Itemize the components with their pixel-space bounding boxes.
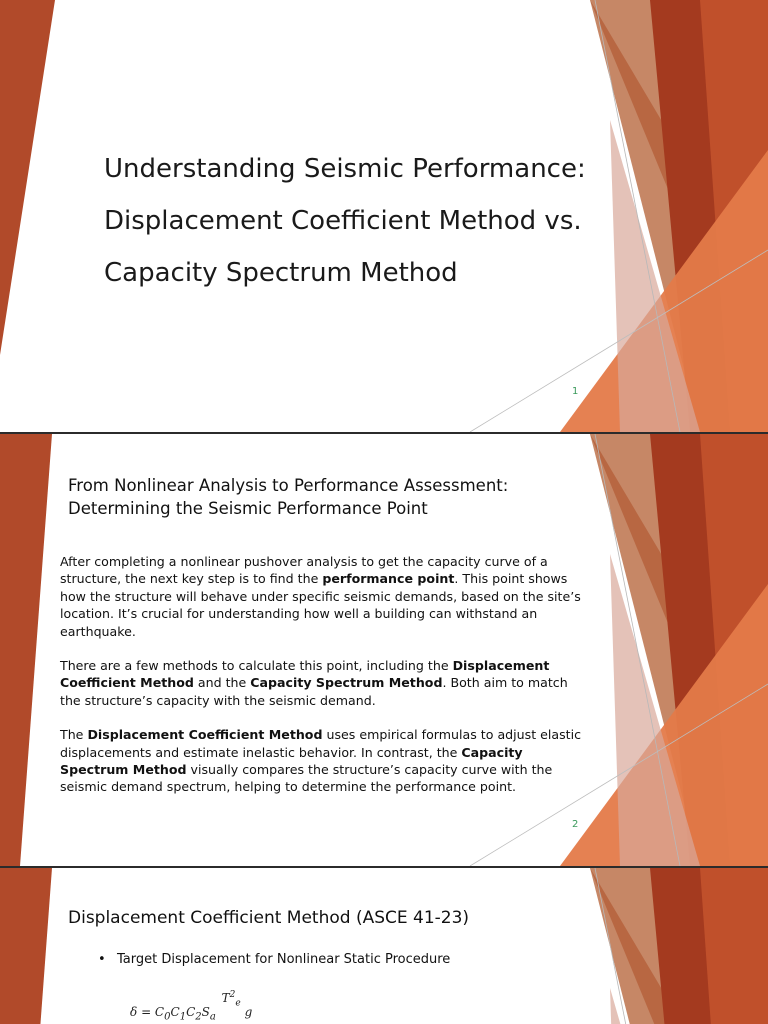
slide-title: Displacement Coefficient Method (ASCE 41-23) [68,908,470,928]
left-accent-shape [0,868,52,1024]
paragraph-comparison: The Displacement Coefficient Method uses empirical formulas to adjust elastic displacements and estimate inelastic behavior. In contrast, the Capacity Spectrum Method visually compares the structure’s capacity curve with the seismic demand spectrum, helping to determine the performance point. [60,727,582,795]
slide-number: 2 [572,819,579,830]
slide-decoration [0,868,768,1024]
target-displacement-formula: $\delta = C_0C_1C_2S_a$ $T^2_e$ g [130,990,253,1023]
slide-number: 1 [572,386,579,397]
paragraph-methods: There are a few methods to calculate this point, including the Displacement Coefficient Method and the Capacity Spectrum Method. Both aim to match the structure’s capacity with the seismic demand. [60,658,568,708]
right-edge-shape [700,868,768,1024]
bullet-marker: • [98,952,106,967]
slide-1 [0,0,768,432]
slide-title: From Nonlinear Analysis to Performance Assessment: Determining the Seismic Performance Point [68,476,509,518]
slide-2 [0,434,768,866]
left-accent-shape [0,434,52,866]
paragraph-intro: After completing a nonlinear pushover analysis to get the capacity curve of a structure, the next key step is to find the performance point. This point shows how the structure will behave under specific seismic demands, based on the site’s location. It’s crucial for understanding how well a building can withstand an earthquake. [60,554,581,639]
slide-title: Understanding Seismic Performance: Displacement Coefficient Method vs. Capacity Spectrum Method [104,154,586,288]
slide-body [60,553,582,813]
left-accent-shape [0,0,55,355]
bullet-item: • Target Displacement for Nonlinear Static Procedure [98,952,451,967]
slide-3 [0,868,768,1024]
